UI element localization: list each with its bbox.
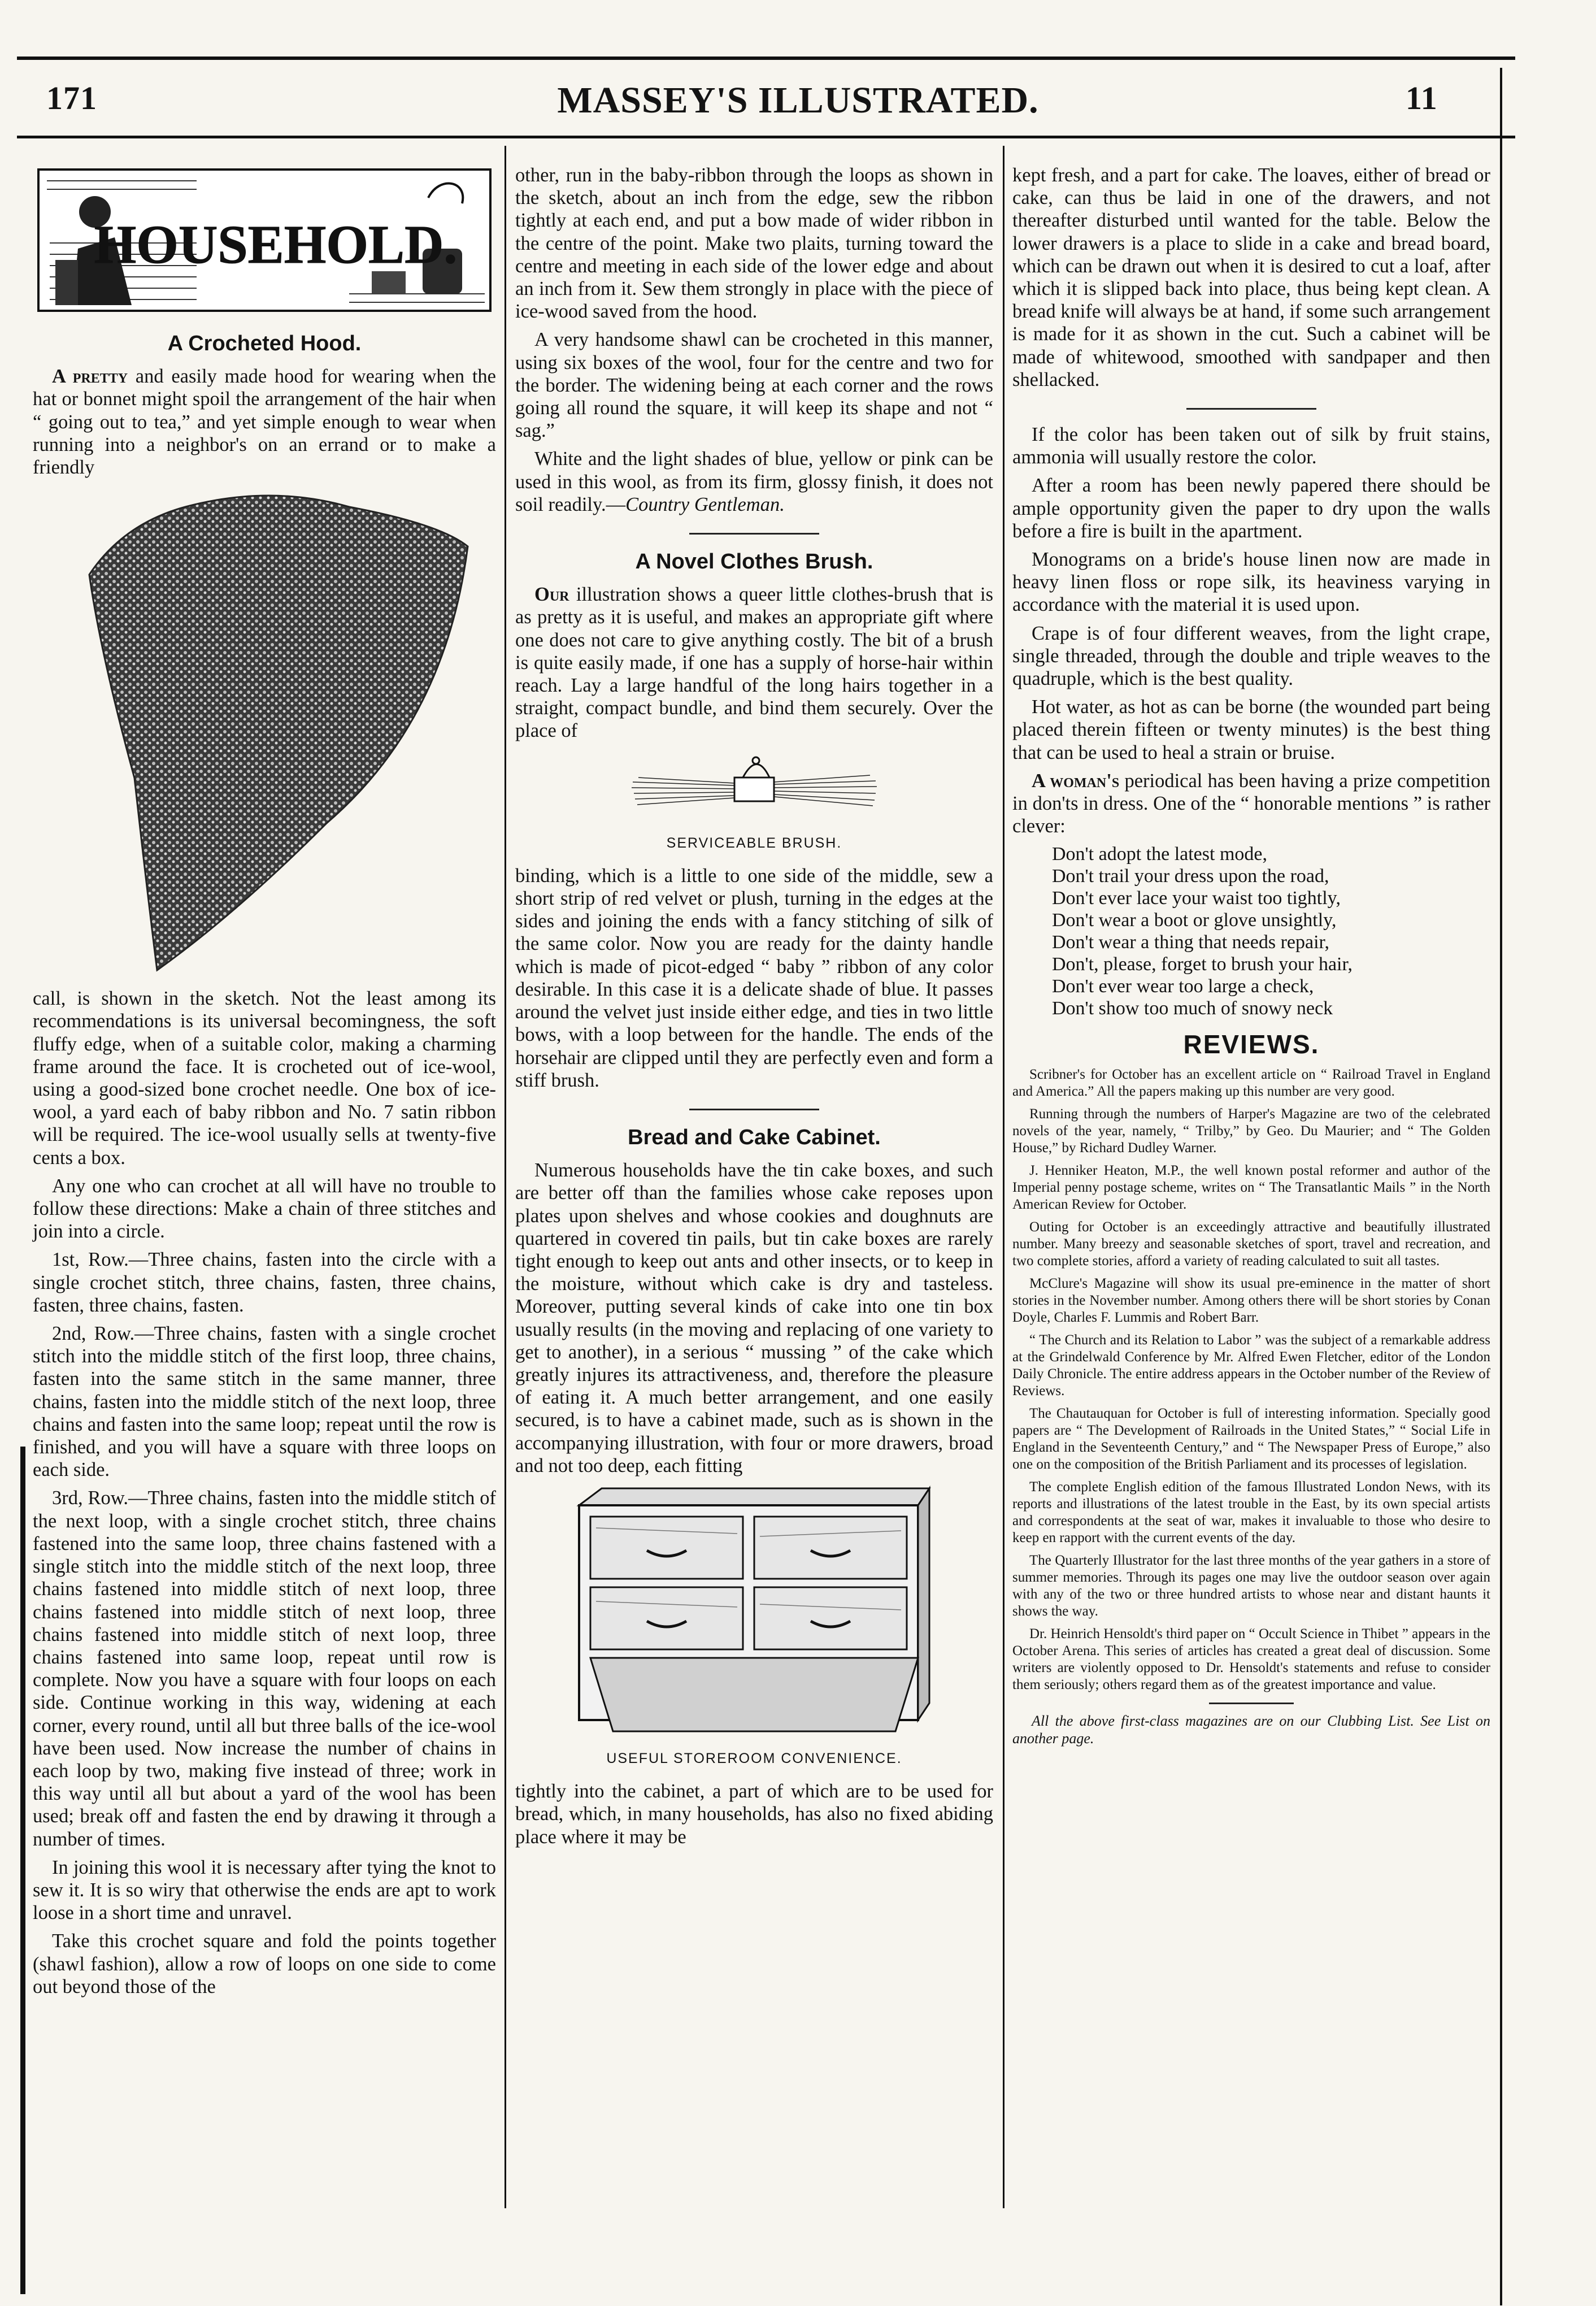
header-rule <box>17 136 1515 138</box>
review-item: J. Henniker Heaton, M.P., the well known postal reformer and author of the Imperial penny postage scheme, writes on “ The Transatlantic Mails ” in the North American Review for October. <box>1012 1162 1490 1212</box>
paragraph: Any one who can crochet at all will have no trouble to follow these directions: Make a chain of three stitches and join into a circle. <box>33 1175 496 1243</box>
review-item: Running through the numbers of Harper's Magazine are two of the celebrated novels of the year, namely, “ Trilby,” by Geo. Du Maurier; and “ The Golden House,” by Richard Dudley Warner. <box>1012 1106 1490 1156</box>
review-item: Outing for October is an exceedingly attractive and beautifully illustrated number. Many breezy and seasonable sketches of sport, travel and recreation, and two complete stories, afford a variety of reading calculated to suit all tastes. <box>1012 1219 1490 1269</box>
poem-line: Don't wear a boot or glove unsightly, <box>1052 910 1337 931</box>
paragraph: kept fresh, and a part for cake. The loaves, either of bread or cake, can thus be laid in one of the drawers, and not thereafter disturbed until wanted for the table. Below the lower drawers is a place to slide in a cake and bread board, which can be drawn out when it is desired to cut a loaf, after which it is slipped back into place, thus being kept clean. A bread knife will always be at hand, if some such arrangement is made for it as shown in the cut. Such a cabinet will be made of whitewood, smoothed with sandpaper and then shellacked. <box>1012 164 1490 390</box>
left-edge-rule <box>20 1447 25 2294</box>
cabinet-figure <box>515 1483 993 1743</box>
section-divider <box>1209 1703 1294 1704</box>
column-rule-2 <box>1003 146 1004 2208</box>
crocheted-hood-figure <box>33 484 496 987</box>
paragraph: Numerous households have the tin cake boxes, and such are better off than the families whose cake reposes upon plates upon shelves and whose cookies and doughnuts are quartered in covered tin pails, but tin cake boxes are rarely tight enough to keep out ants and other insects, or to keep in the moisture, without which cake is dry and tasteless. Moreover, putting several kinds of cake into one tin box usually results (in the moving and replacing of one variety to get to another), in a serious “ mussing ” of the cake which greatly injures its attractiveness, and, therefore the pleasure of eating it. A much better arrangement, and one easily secured, is to have a cabinet made, such as is shown in the accompanying illustration, with four or more drawers, broad and not too deep, each fitting <box>515 1159 993 1476</box>
reviews-list <box>1012 1066 1490 1693</box>
paragraph: other, run in the baby-ribbon through the loops as shown in the sketch, about an inch from the edge, sew the ribbon tightly at each end, and put a bow made of wider ribbon in the centre of the point. Make two plaits, turning toward the centre and meeting in each side of the lower edge and about an inch from it. Sew them strongly in place with the piece of ice-wood saved from the hood. <box>515 164 993 323</box>
paragraph: periodical has been having a prize competition in don'ts in dress. One of the “ honorable mentions ” is rather clever: <box>1012 770 1490 837</box>
paragraph: call, is shown in the sketch. Not the least among its recommendations is its universal becomingness, the soft fluffy edge, when of a suitable color, making a charming frame around the face. It is crocheted out of ice-wool, using a good-sized bone crochet needle. One box of ice-wool, a yard each of baby ribbon and No. 7 satin ribbon will be required. The ice-wool usually sells at twenty-five cents a box. <box>33 988 496 1169</box>
paragraph: Monograms on a bride's house linen now are made in heavy linen floss or rope silk, its heaviness varying in accordance with the material it is used upon. <box>1012 549 1490 616</box>
paragraph: tightly into the cabinet, a part of which are to be used for bread, which, in many households, has also no fixed abiding place where it may be <box>515 1780 993 1848</box>
right-edge-rule <box>1500 68 1502 2305</box>
clothes-brush-title: A Novel Clothes Brush. <box>635 550 873 574</box>
clothes-brush-illustration <box>621 748 887 827</box>
paragraph: In joining this wool it is necessary after tying the knot to sew it. It is so wiry that otherwise the ends are apt to work loose in a short time and unravel. <box>33 1856 496 1924</box>
review-item: The Chautauquan for October is full of interesting information. Specially good papers are “ The Development of Railroads in the United States,” “ Social Life in England in the Seventeenth Century,” and “ The Newspaper Press of Europe,” also one on the composition of the British Parliament and its processes of legislation. <box>1012 1405 1490 1472</box>
poem-line: Don't adopt the latest mode, <box>1052 844 1267 865</box>
paragraph: 3rd, Row.—Three chains, fasten into the middle stitch of the next loop, with a single crochet stitch, three chains fastened into the same loop, three chains fastened with a single stitch into the middle stitch of the next loop, three chains fastened into middle stitch of next loop, three chains fastened into middle stitch of next loop, three chains fastened into middle stitch of next loop, three chains fastened into same loop, repeat until row is complete. Now you have a square with four loops on each side. Continue working in this way, widening at each corner, every round, until all but three balls of the ice-wool have been used. Now increase the number of chains in each loop by two, making five instead of three; work in this way until all but about a yard of the wool has been used; break off and fasten the end by drawing it through a number of times. <box>33 1487 496 1850</box>
section-divider <box>689 533 819 535</box>
lead-word: A woman's <box>1032 770 1120 792</box>
column-2 <box>515 164 993 1854</box>
column-3 <box>1012 164 1490 1753</box>
column-1 <box>33 164 496 2004</box>
review-item: McClure's Magazine will show its usual pre-eminence in the matter of short stories in the November number. Among others there will be short stories by Conan Doyle, Charles F. Lummis and Robert Barr. <box>1012 1275 1490 1325</box>
cabinet-title: Bread and Cake Cabinet. <box>628 1125 881 1149</box>
crocheted-hood-illustration <box>33 484 496 987</box>
paragraph: If the color has been taken out of silk by fruit stains, ammonia will usually restore the color. <box>1012 424 1490 468</box>
section-divider <box>689 1109 819 1110</box>
review-item: The Quarterly Illustrator for the last three months of the year gathers in a store of summer memories. Through its pages one may live the outdoor season over again with any of the two or three hundred artists to whose near and distant haunts it shows the way. <box>1012 1552 1490 1619</box>
poem-line: Don't show too much of snowy neck <box>1052 998 1333 1019</box>
section-divider <box>1186 408 1316 410</box>
page-number-left: 171 <box>46 80 97 116</box>
cabinet-illustration <box>556 1483 952 1743</box>
source-credit: Country Gentleman. <box>625 493 785 515</box>
paragraph: and easily made hood for wearing when the hat or bonnet might spoil the arrangement of the hair when “ going out to tea,” and yet simple enough to wear when running into a neighbor's on an errand or to make a friendly <box>33 366 496 479</box>
cabinet-caption: USEFUL STOREROOM CONVENIENCE. <box>606 1750 902 1766</box>
clothes-brush-figure <box>515 748 993 827</box>
page-title: MASSEY'S ILLUSTRATED. <box>557 80 1039 121</box>
paragraph: A very handsome shawl can be crocheted in this manner, using six boxes of the wool, four for the centre and two for the border. The widening being at each corner and the rows going all round the square, it will keep its shape and not “ sag.” <box>515 329 993 442</box>
poem-line: Don't trail your dress upon the road, <box>1052 866 1329 887</box>
review-item: “ The Church and its Relation to Labor ” was the subject of a remarkable address at the Grindelwald Conference by Mr. Alfred Ewen Fletcher, editor of the London Daily Chronicle. The entire address appears in the October number of the Review of Reviews. <box>1012 1332 1490 1399</box>
paragraph: Hot water, as hot as can be borne (the wounded part being placed therein fifteen or twenty minutes) is the best thing that can be used to heal a strain or bruise. <box>1012 696 1490 763</box>
poem <box>1052 843 1490 1019</box>
paragraph: 2nd, Row.—Three chains, fasten with a single crochet stitch into the middle stitch of the first loop, three chains, fasten into the same stitch in the same manner, three chains, fasten into the middle stitch of the next loop, three chains and fasten into the same loop; repeat until the row is finished, and you will have a square with three loops on each side. <box>33 1323 496 1481</box>
review-item: Scribner's for October has an excellent article on “ Railroad Travel in England and America.” All the papers making up this number are very good. <box>1012 1066 1490 1099</box>
poem-line: Don't ever lace your waist too tightly, <box>1052 888 1341 909</box>
column-rule-1 <box>505 146 506 2208</box>
clubbing-footnote: All the above first-class magazines are on our Clubbing List. See List on another page. <box>1012 1712 1490 1747</box>
crocheted-hood-title: A Crocheted Hood. <box>167 332 362 355</box>
poem-line: Don't ever wear too large a check, <box>1052 976 1314 997</box>
clothes-brush-caption: SERVICEABLE BRUSH. <box>666 835 842 851</box>
review-item: Dr. Heinrich Hensoldt's third paper on “ Occult Science in Thibet ” appears in the October Arena. This series of articles has created a great deal of discussion. Some writers are violently opposed to Dr. Hensoldt's statements and refuse to consider them seriously; others regard them as of the greatest importance and value. <box>1012 1626 1490 1692</box>
household-banner-word: HOUSEHOLD. <box>94 214 458 275</box>
reviews-title: REVIEWS. <box>1183 1030 1320 1059</box>
household-banner-illustration <box>33 164 496 316</box>
poem-line: Don't, please, forget to brush your hair, <box>1052 954 1353 975</box>
poem-line: Don't wear a thing that needs repair, <box>1052 932 1329 953</box>
paragraph: Crape is of four different weaves, from the light crape, single threaded, through the double and triple weaves to the quadruple, which is the best quality. <box>1012 622 1490 690</box>
paragraph: After a room has been newly papered there should be ample opportunity given the paper to dry upon the walls before a fire is built in the apartment. <box>1012 475 1490 542</box>
paragraph: 1st, Row.—Three chains, fasten into the circle with a single crochet stitch, three chains, fasten, three chains, fasten, three chains, fasten. <box>33 1249 496 1316</box>
paragraph: illustration shows a queer little clothes-brush that is as pretty as it is useful, and makes an appropriate gift where one does not care to give anything costly. The bit of a brush is quite easily made, if one has a supply of horse-hair within reach. Lay a large handful of the long hairs together in a straight, compact bundle, and bind them securely. Over the place of <box>515 584 993 742</box>
top-rule <box>17 57 1515 60</box>
review-item: The complete English edition of the famous Illustrated London News, with its reports and illustrations of the latest trouble in the East, by its own special artists and correspondents at the seat of war, makes it invaluable to those who desire to keep en rapport with the current events of the day. <box>1012 1479 1490 1545</box>
paragraph: binding, which is a little to one side of the middle, sew a short strip of red velvet or plush, turning in the edges at the sides and joining the ends with a fancy stitching of silk of the same color. Now you are ready for the dainty handle which is made of picot-edged “ baby ” ribbon of any color desirable. In this case it is a delicate shade of blue. It passes around the velvet just inside either edge, and ties in two little bows, with a loop between for the handle. The ends of the horsehair are clipped until they are perfectly even and form a stiff brush. <box>515 865 993 1091</box>
household-banner <box>33 164 496 316</box>
lead-word: A pretty <box>52 366 128 388</box>
paragraph: White and the light shades of blue, yellow or pink can be used in this wool, as from its firm, glossy finish, it does not soil readily.— <box>515 448 993 515</box>
paragraph: Take this crochet square and fold the points together (shawl fashion), allow a row of loops on one side to come out beyond those of the <box>33 1930 496 1997</box>
lead-word: Our <box>534 584 569 606</box>
page-number-right: 11 <box>1406 80 1438 116</box>
